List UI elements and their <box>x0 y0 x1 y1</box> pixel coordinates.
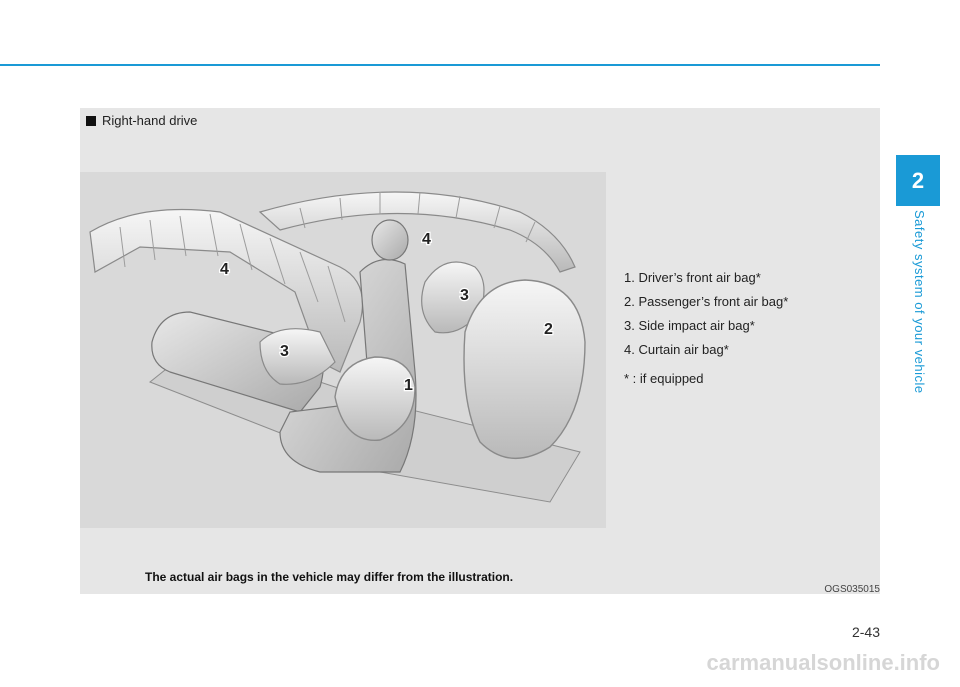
chapter-title-text: Safety system of your vehicle <box>912 210 927 394</box>
legend <box>624 270 788 386</box>
legend-item: 3. Side impact air bag* <box>624 318 755 333</box>
chapter-tab: 2 <box>896 155 940 206</box>
legend-item: 1. Driver’s front air bag* <box>624 270 761 285</box>
callout-side-rear: 3 <box>280 343 289 360</box>
top-rule <box>0 64 880 66</box>
callout-curtain-left: 4 <box>220 261 229 278</box>
panel-title <box>86 113 197 128</box>
figure-code: OGS035015 <box>824 584 880 595</box>
square-bullet-icon <box>86 116 96 126</box>
callout-curtain-right: 4 <box>422 231 431 248</box>
page-number: 2-43 <box>851 624 880 640</box>
airbag-illustration-svg <box>80 172 606 528</box>
illustration-disclaimer: The actual air bags in the vehicle may differ from the illustration. <box>145 570 514 584</box>
legend-item: 4. Curtain air bag* <box>624 342 729 357</box>
passenger-front-airbag <box>464 280 585 458</box>
callout-passenger-front: 2 <box>544 321 553 338</box>
driver-headrest <box>372 220 408 260</box>
callout-driver-front: 1 <box>404 377 413 394</box>
airbag-illustration <box>80 172 606 528</box>
equipped-note: * : if equipped <box>624 371 704 386</box>
watermark: carmanualsonline.info <box>706 650 940 675</box>
callout-side-front: 3 <box>460 287 469 304</box>
legend-item: 2. Passenger’s front air bag* <box>624 294 789 309</box>
panel-title-text: Right-hand drive <box>102 113 198 128</box>
